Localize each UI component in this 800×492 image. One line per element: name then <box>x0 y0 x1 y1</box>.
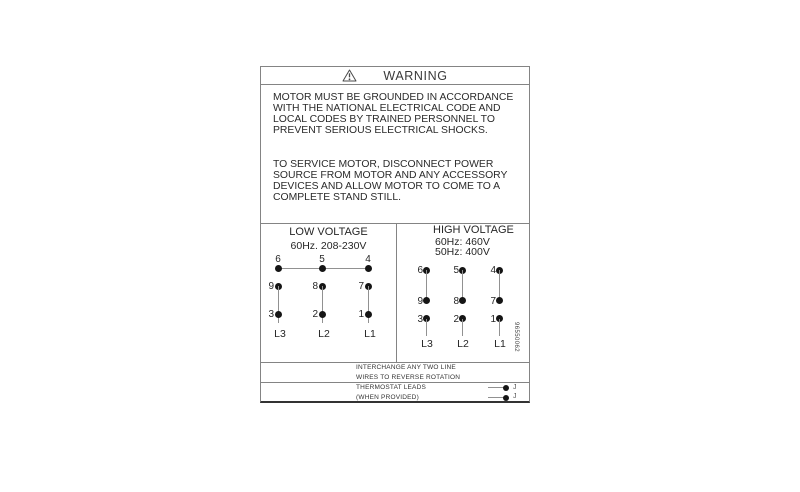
warning-text-line: COMPLETE STAND STILL. <box>273 192 401 203</box>
rotation-note-line1: INTERCHANGE ANY TWO LINE <box>356 364 456 371</box>
warning-text-line: TO SERVICE MOTOR, DISCONNECT POWER <box>273 159 494 170</box>
high-voltage-subtitle-50hz: 50Hz: 400V <box>435 246 490 258</box>
terminal-number-1: 1 <box>490 314 496 325</box>
footer-divider <box>261 362 529 363</box>
warning-text-line: SOURCE FROM MOTOR AND ANY ACCESSORY <box>273 170 508 181</box>
terminal-number-9: 9 <box>268 281 274 292</box>
terminal-number-4: 4 <box>365 254 371 265</box>
voltage-section-divider <box>396 223 397 362</box>
thermostat-lead-j-label: J <box>513 384 517 391</box>
terminal-dot <box>459 297 466 304</box>
terminal-number-8: 8 <box>453 296 459 307</box>
wire <box>499 319 500 336</box>
terminal-dot <box>319 265 326 272</box>
terminal-number-1: 1 <box>358 309 364 320</box>
low-voltage-title: LOW VOLTAGE <box>289 226 368 238</box>
terminal-number-5: 5 <box>319 254 325 265</box>
line-label-l1: L1 <box>364 328 376 340</box>
thermostat-lead-dot <box>503 385 509 391</box>
thermostat-lead-dot <box>503 395 509 401</box>
line-label-l2: L2 <box>457 338 469 350</box>
motor-warning-label <box>260 66 530 403</box>
terminal-dot <box>365 311 372 318</box>
wire <box>462 319 463 336</box>
terminal-number-6: 6 <box>275 254 281 265</box>
high-voltage-subtitle-60hz: 60Hz: 460V <box>435 236 490 248</box>
terminal-dot <box>275 311 282 318</box>
low-voltage-subtitle: 60Hz. 208-230V <box>290 240 367 252</box>
thermostat-leads-label: THERMOSTAT LEADS <box>356 384 427 391</box>
warning-text-line: MOTOR MUST BE GROUNDED IN ACCORDANCE <box>273 92 514 103</box>
line-label-l1: L1 <box>494 338 506 350</box>
terminal-number-7: 7 <box>490 296 496 307</box>
terminal-dot <box>496 297 503 304</box>
grounding-warning-text <box>273 92 513 136</box>
part-number: 96550062 <box>513 322 519 352</box>
warning-triangle-icon <box>342 69 357 82</box>
terminal-dot <box>275 265 282 272</box>
terminal-number-5: 5 <box>453 265 459 276</box>
thermostat-lead-j-label: J <box>513 393 517 400</box>
rotation-note-line2: WIRES TO REVERSE ROTATION <box>356 374 461 381</box>
warning-text-line: WITH THE NATIONAL ELECTRICAL CODE AND <box>273 103 501 114</box>
terminal-dot <box>423 297 430 304</box>
line-label-l3: L3 <box>274 328 286 340</box>
terminal-number-3: 3 <box>268 309 274 320</box>
terminal-number-6: 6 <box>417 265 423 276</box>
terminal-dot <box>319 311 326 318</box>
terminal-number-8: 8 <box>312 281 318 292</box>
warning-text-line: DEVICES AND ALLOW MOTOR TO COME TO A <box>273 181 501 192</box>
line-label-l3: L3 <box>421 338 433 350</box>
footer-divider <box>261 382 529 383</box>
terminal-number-4: 4 <box>490 265 496 276</box>
terminal-number-3: 3 <box>417 314 423 325</box>
terminal-number-2: 2 <box>453 314 459 325</box>
terminal-dot <box>365 265 372 272</box>
line-label-l2: L2 <box>318 328 330 340</box>
warning-text-line: PREVENT SERIOUS ELECTRICAL SHOCKS. <box>273 125 488 136</box>
service-warning-text <box>273 159 507 203</box>
wire <box>426 319 427 336</box>
warning-title: WARNING <box>383 68 448 83</box>
warning-text-line: LOCAL CODES BY TRAINED PERSONNEL TO <box>273 114 495 125</box>
terminal-number-2: 2 <box>312 309 318 320</box>
terminal-number-7: 7 <box>358 281 364 292</box>
when-provided-label: (WHEN PROVIDED) <box>356 394 419 401</box>
terminal-number-9: 9 <box>417 296 423 307</box>
high-voltage-title: HIGH VOLTAGE <box>433 224 514 236</box>
warning-header <box>261 67 529 85</box>
